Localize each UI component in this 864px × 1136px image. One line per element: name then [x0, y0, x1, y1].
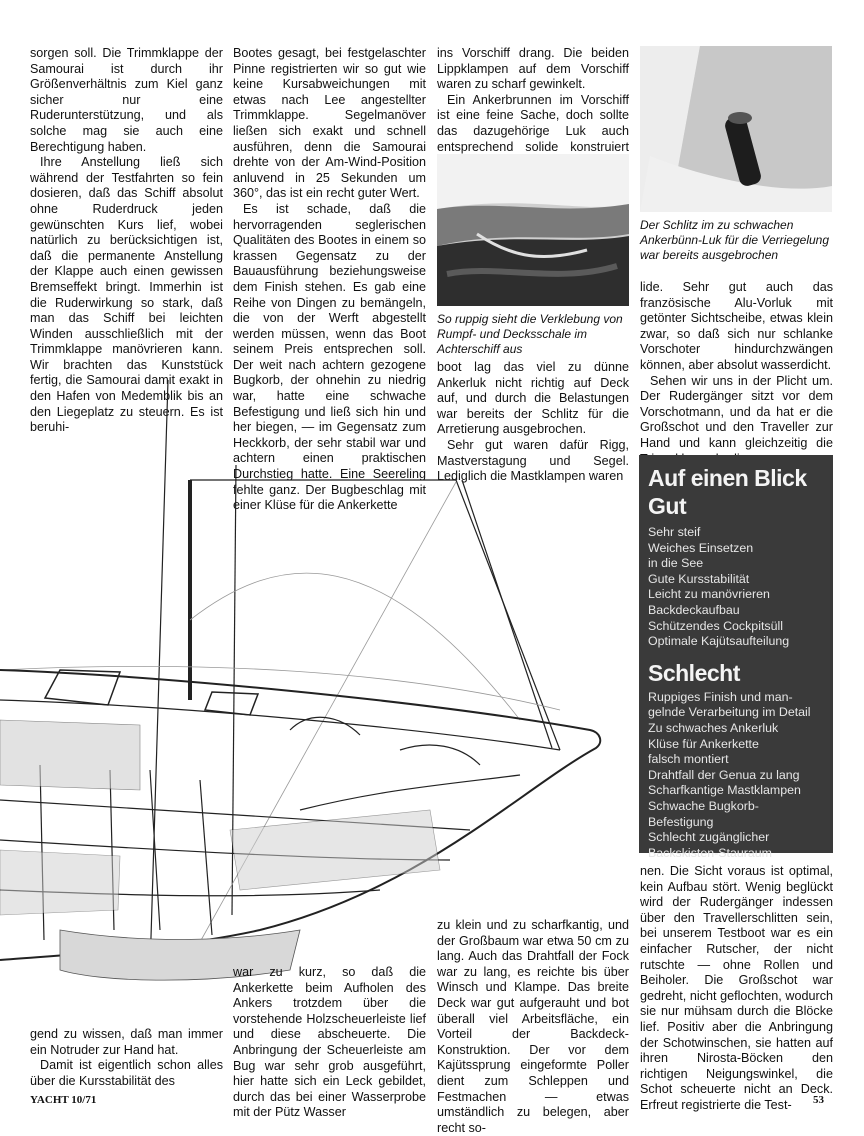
bad-item: Zu schwaches Ankerluk — [648, 720, 779, 735]
paragraph: boot lag das viel zu dünne Ankerluk nicht richtig auf Deck auf, und durch die Belastungen war bereits der Schlitz für die Arretierung ausgebrochen. — [437, 360, 629, 437]
column-3-bottom — [437, 918, 629, 1136]
paragraph: Es ist schade, daß die hervorragenden seglerischen Qualitäten des Bootes in einem so krassen Gegensatz zu der Bauausführung beziehungsweise dem Finish stehen. Es gab eine Reihe von Dingen zu bemängeln, die von der Werft abgestellt werden müssen, wenn das Boot seinem Preis entsprechen soll. Der weit nach achtern gezogene Bugkorb, der ohnehin zu niedrig war, hatte eine schwache Befestigung und ließ sich hin und her biegen, — im Gegensatz zum Heckkorb, der sehr stabil war und achtern einen praktischen Durchstieg hatte. Eine Seereling fehlte ganz. Der Bugbeschlag mit einer Klüse für die Ankerkette — [233, 201, 426, 513]
paragraph: zu klein und zu scharfkantig, und der Großbaum war etwa 50 cm zu lang. Auch das Drahtfall der Fock war zu lang, es reichte bis über Winsch und Klampe. Das breite Deck war gut aufgerauht und bot überall viel Arbeitsfläche, ein Vorteil der Backdeck-Konstruktion. Der vor dem Kajütssprung eingeformte Poller dient zum Schleppen und Festmachen — etwas umständlich zu belegen, aber recht so- — [437, 918, 629, 1135]
paragraph: Ein Ankerbrunnen im Vorschiff ist eine feine Sache, doch sollte das dazugehörige Luk auch entsprechend solide konstruiert — [437, 92, 629, 154]
anchor-hatch-photo — [640, 46, 832, 212]
paragraph: war zu kurz, so daß die Ankerkette beim Aufholen des Ankers trotzdem über die vorstehende Holzscheuerleiste lief und diese abscheuerte. Die Anbringung der Scheuerleiste am Bug war sehr grob ausgeführt, hier hatte sich ein Leck gebildet, durch das bei einer Wasserprobe mit der Pütz Wasser — [233, 965, 426, 1120]
column-4-bottom — [640, 864, 833, 1114]
bad-item: Scharfkantige Mastklampen — [648, 783, 801, 798]
bad-list — [648, 690, 828, 862]
paragraph: lide. Sehr gut auch das französische Alu-Vorluk mit getönter Sichtscheibe, etwas klein zwar, so daß sich nur schlanke Vorschoter hindurchzwängen können, aber absolut wasserdicht. — [640, 280, 833, 372]
paragraph: Sehr gut waren dafür Rigg, Mastverstagung und Segel. Lediglich die Mastklampen waren — [437, 437, 629, 484]
column-4-top — [640, 280, 833, 467]
bad-item: Drahtfall der Genua zu lang — [648, 767, 800, 782]
bad-item: Klüse für Ankerkette — [648, 736, 759, 751]
bad-item: gelnde Verarbeitung im Detail — [648, 705, 811, 720]
page-number: 53 — [813, 1094, 824, 1106]
bad-item: Schwache Bugkorb- — [648, 798, 759, 813]
good-item: Leicht zu manövrieren — [648, 587, 770, 602]
hull-deck-joint-photo — [437, 154, 629, 306]
column-1-bottom — [30, 1027, 223, 1089]
bad-item: Befestigung — [648, 814, 714, 829]
paragraph: Ihre Anstellung ließ sich während der Testfahrten so fein dosieren, daß das Schiff absolut ohne Ruderdruck jeden gewünschten Kurs lief, wobei natürlich zu berücksichtigen ist, daß die permanente Anstellung der Klappe auch einen gewissen Bremseffekt bringt. Immerhin ist die Ruderwirkung so stark, daß man das Schiff bei leichten Winden ausschließlich mit der Trimmklappe manövrieren kann. Wir brachten das Kunststück fertig, die Samourai damit exakt in den Hafen von Medemblik bis an den Liegeplatz zu steuern. Es ist beruhi- — [30, 155, 223, 435]
good-item: Sehr steif — [648, 525, 701, 539]
column-3-top — [437, 46, 629, 171]
paragraph: Sehen wir uns in der Plicht um. Der Rudergänger sitzt vor dem Vorschotmann, und da hat er die Großschot und den Traveller zur Hand und kann gleichzeitig die — [640, 373, 833, 450]
good-item: Weiches Einsetzen — [648, 540, 754, 555]
boat-cutaway-illustration — [0, 370, 640, 990]
paragraph: nen. Die Sicht voraus ist optimal, kein Aufbau stört. Wenig beglückt wird der Rudergänger indessen über den Travellerschlitten sein, bei unserem Testboot war es ein einfacher Rutscher, der nicht rutschte — ohne Rollen und Beiholer. Die Großschot war gedreht, nicht geflochten, wodurch sie nur mühsam durch die Blöcke lief. Positiv aber die Anbringung der Schotwinschen, sie hatten auf ihren Nirosta-Böcken den richtigen Neigungswinkel, die Schot scheuerte nicht an Deck. Erfreut registrierte die Test- — [640, 864, 833, 1112]
summary-title: Auf einen Blick — [648, 465, 807, 491]
bad-item: Schlecht zugänglicher — [648, 830, 770, 845]
paragraph: sorgen soll. Die Trimmklappe der Samourai ist durch ihr Größenverhältnis zum Kiel ganz sicher nur eine Ruderunterstützung, und als solche mag sie auch eine Berechtigung haben. — [30, 46, 223, 154]
footer-issue: YACHT 10/71 — [30, 1094, 97, 1106]
good-item: Schützendes Cockpitsüll — [648, 618, 783, 633]
bad-item: falsch montiert — [648, 752, 729, 767]
paragraph: Bootes gesagt, bei festgelaschter Pinne registrierten wir so gut wie keine Kursabweichungen mit etwas nach Lee angestellter Trimmklappe. Segelmanöver ließen sich exakt und schnell ausführen, denn die Samourai drehte von der Am-Wind-Position anluvend in 25 Sekunden um 360°, das ist ein recht guter Wert. — [233, 46, 426, 201]
bad-heading: Schlecht — [648, 659, 740, 686]
paragraph: ins Vorschiff drang. Die beiden Lippklampen auf dem Vorschiff waren zu scharf gewinkelt. — [437, 46, 629, 92]
column-2-bottom — [233, 965, 426, 1121]
good-list — [648, 525, 828, 650]
bad-item: Backskisten-Stauraum — [648, 845, 772, 860]
good-item: Optimale Kajütsaufteilung — [648, 634, 790, 649]
good-item: Gute Kursstabilität — [648, 571, 750, 586]
hatch-photo-caption: Der Schlitz im zu schwachen Ankerbünn-Luk für die Verriegelung war bereits ausgebrochen — [640, 218, 830, 262]
bad-item: Ruppiges Finish und man- — [648, 689, 793, 704]
good-heading: Gut — [648, 493, 687, 519]
good-item: Backdeckaufbau — [648, 602, 740, 617]
paragraph: Damit ist eigentlich schon alles über die Kursstabilität des — [30, 1058, 223, 1088]
summary-box — [639, 455, 833, 860]
paragraph: gend zu wissen, daß man immer ein Notruder zur Hand hat. — [30, 1027, 223, 1057]
good-item: in die See — [648, 556, 704, 571]
deck-photo-caption: So ruppig sieht die Verklebung von Rumpf- und Decksschale im Achterschiff aus — [437, 312, 623, 356]
